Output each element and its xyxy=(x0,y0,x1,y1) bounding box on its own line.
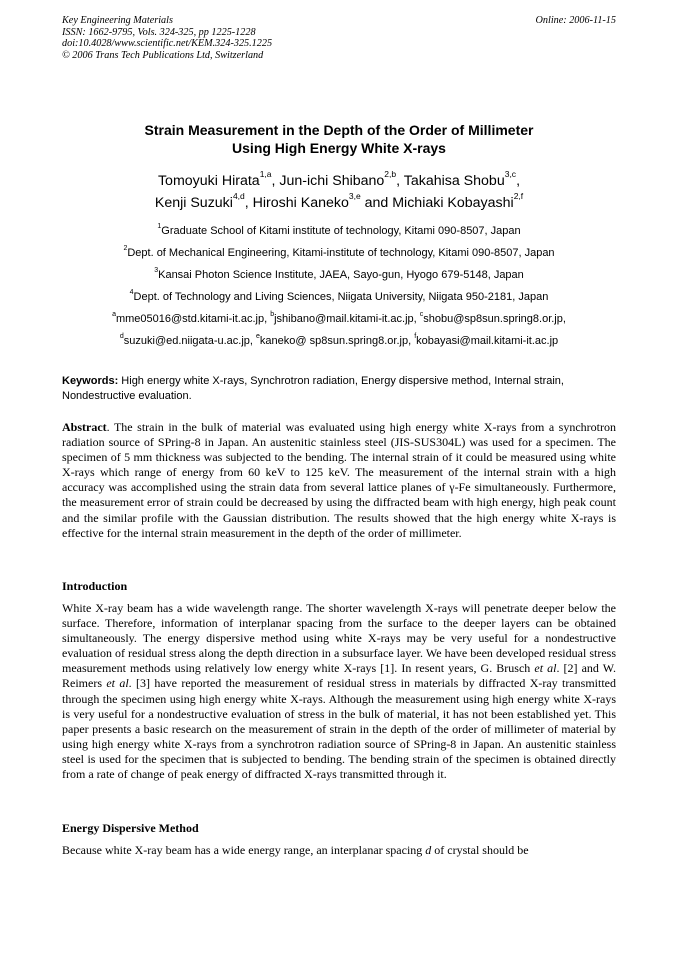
online-date: Online: 2006-11-15 xyxy=(535,15,616,26)
email-line-2 xyxy=(62,330,616,352)
email-address[interactable]: suzuki@ed.niigata-u.ac.jp, xyxy=(123,335,257,347)
journal-issn: ISSN: 1662-9795, Vols. 324-325, pp 1225-1228 xyxy=(62,26,256,38)
author-list xyxy=(62,170,616,214)
intro-text: White X-ray beam has a wide wavelength range. The shorter wavelength X-rays will penetrate deeper below the surface. Therefore, information of interplanar spacing from the surface to the deeper layers can be obtained simultaneously. The energy dispersive method using white X-rays may be very useful for a nondestructive evaluation of residual stress along the depth direction in a subsurface layer. We have been developed residual stress measurement methods using relatively low energy white X-rays [1]. In resent years, G. Brusch xyxy=(62,601,616,676)
abstract-text: . The strain in the bulk of material was evaluated using high energy white X-rays from a synchrotron radiation source of SPring-8 in Japan. An austenitic stainless steel (JIS-SUS304L) was used for a specimen. The specimen of 5 mm thickness was subjected to the bending. The internal strain of it could be measured using white X-rays which range of energy from 60 keV to 125 keV. The measurement of the internal strain with a high accuracy was accomplished using the strain data from several lattice planes of γ-Fe simultaneously. Furthermore, the measurement error of strain could be decreased by using the diffracted beam with high energy, high peak count and the similar profile with the Gaussian distribution. The results showed that the high energy white X-rays is effective for the internal strain measurement in the depth of the order of millimeter. xyxy=(62,420,616,540)
edm-text: of crystal should be xyxy=(431,843,529,857)
email-mark: b xyxy=(270,311,275,318)
intro-et-al: et al xyxy=(534,661,557,676)
author-line-1 xyxy=(62,170,616,192)
author-name: Kenji Suzuki xyxy=(154,195,233,211)
author-affil-mark: 4,d xyxy=(232,191,245,201)
email-address[interactable]: mme05016@std.kitami-it.ac.jp, xyxy=(115,313,271,325)
author-name: and Michiaki Kobayashi xyxy=(360,195,514,211)
email-list xyxy=(62,308,616,352)
email-address[interactable]: shobu@sp8sun.spring8.or.jp, xyxy=(423,313,566,325)
author-affil-mark: 3,e xyxy=(348,191,361,201)
author-name: Tomoyuki Hirata xyxy=(157,173,260,189)
affiliation-text: Dept. of Mechanical Engineering, Kitami-institute of technology, Kitami 090-8507, Japan xyxy=(127,247,555,259)
email-mark: d xyxy=(119,333,124,340)
affiliation-1 xyxy=(62,220,616,242)
edm-text: Because white X-ray beam has a wide energy range, an interplanar spacing xyxy=(62,843,426,857)
keywords-text: High energy white X-rays, Synchrotron radiation, Energy dispersive method, Internal strain, Nondestructive evaluation. xyxy=(62,375,564,402)
affiliation-text: Graduate School of Kitami institute of technology, Kitami 090-8507, Japan xyxy=(161,225,521,237)
intro-text: . [2] and W. Reimers xyxy=(62,661,617,691)
affiliation-text: Dept. of Technology and Living Sciences, Niigata University, Niigata 950-2181, Japan xyxy=(133,291,549,303)
affiliation-3 xyxy=(62,264,616,286)
author-affil-mark: 2,f xyxy=(513,191,524,201)
journal-header xyxy=(62,15,616,61)
email-address[interactable]: jshibano@mail.kitami-it.ac.jp, xyxy=(274,313,420,325)
abstract-label: Abstract xyxy=(62,420,107,434)
author-name: , Hiroshi Kaneko xyxy=(244,195,349,211)
author-name: , Jun-ichi Shibano xyxy=(271,173,385,189)
keywords-label: Keywords: xyxy=(62,375,119,387)
journal-name: Key Engineering Materials xyxy=(62,15,173,26)
energy-dispersive-body xyxy=(62,843,616,858)
email-mark: c xyxy=(419,311,424,318)
affiliation-mark: 4 xyxy=(129,289,134,296)
affiliation-2 xyxy=(62,242,616,264)
title-line-1: Strain Measurement in the Depth of the Order of Millimeter xyxy=(144,122,534,138)
author-affil-mark: 3,c xyxy=(504,169,517,179)
affiliation-mark: 3 xyxy=(154,267,159,274)
introduction-body xyxy=(62,601,616,782)
affiliation-mark: 2 xyxy=(123,245,128,252)
title-line-2: Using High Energy White X-rays xyxy=(232,140,446,156)
abstract xyxy=(62,420,616,541)
author-affil-mark: 1,a xyxy=(259,169,272,179)
journal-copyright: © 2006 Trans Tech Publications Ltd, Switzerland xyxy=(62,49,264,61)
author-separator: , xyxy=(516,173,521,189)
email-mark: e xyxy=(256,333,260,340)
affiliation-list xyxy=(62,220,616,308)
paper-title xyxy=(62,121,616,157)
journal-info xyxy=(62,15,616,61)
email-address[interactable]: kaneko@ sp8sun.spring8.or.jp, xyxy=(259,335,415,347)
affiliation-text: Kansai Photon Science Institute, JAEA, Sayo-gun, Hyogo 679-5148, Japan xyxy=(158,269,524,281)
author-name: , Takahisa Shobu xyxy=(396,173,505,189)
keywords xyxy=(62,374,616,403)
email-mark: a xyxy=(112,311,116,318)
introduction-heading: Introduction xyxy=(62,579,128,593)
intro-et-al: et al xyxy=(106,676,129,691)
affiliation-mark: 1 xyxy=(157,223,162,230)
email-line-1 xyxy=(62,308,616,330)
affiliation-4 xyxy=(62,286,616,308)
edm-variable: d xyxy=(425,843,432,857)
journal-doi: doi:10.4028/www.scientific.net/KEM.324-325.1225 xyxy=(62,38,273,50)
author-line-2 xyxy=(62,192,616,214)
author-affil-mark: 2,b xyxy=(384,169,397,179)
email-address[interactable]: kobayasi@mail.kitami-it.ac.jp xyxy=(416,335,559,347)
intro-text: . [3] have reported the measurement of residual stress in materials by diffracted X-ray transmitted through the specimen using high energy white X-rays. Although the measurement using high energy white X-rays is very useful for a nondestructive evaluation of stress in the bulk of material, it has not been established yet. This paper presents a basic research on the measurement of strain in the depth of the order of millimeter of material by using high energy white X-rays from a synchrotron radiation source of SPring-8 in Japan. An austenitic stainless steel is used for the specimen that is subjected to bending. The bending strain of the specimen is obtained directly from a rate of change of peak energy of diffracted X-rays transmitted through it. xyxy=(62,676,616,782)
email-mark: f xyxy=(414,333,417,340)
energy-dispersive-heading: Energy Dispersive Method xyxy=(62,821,199,835)
